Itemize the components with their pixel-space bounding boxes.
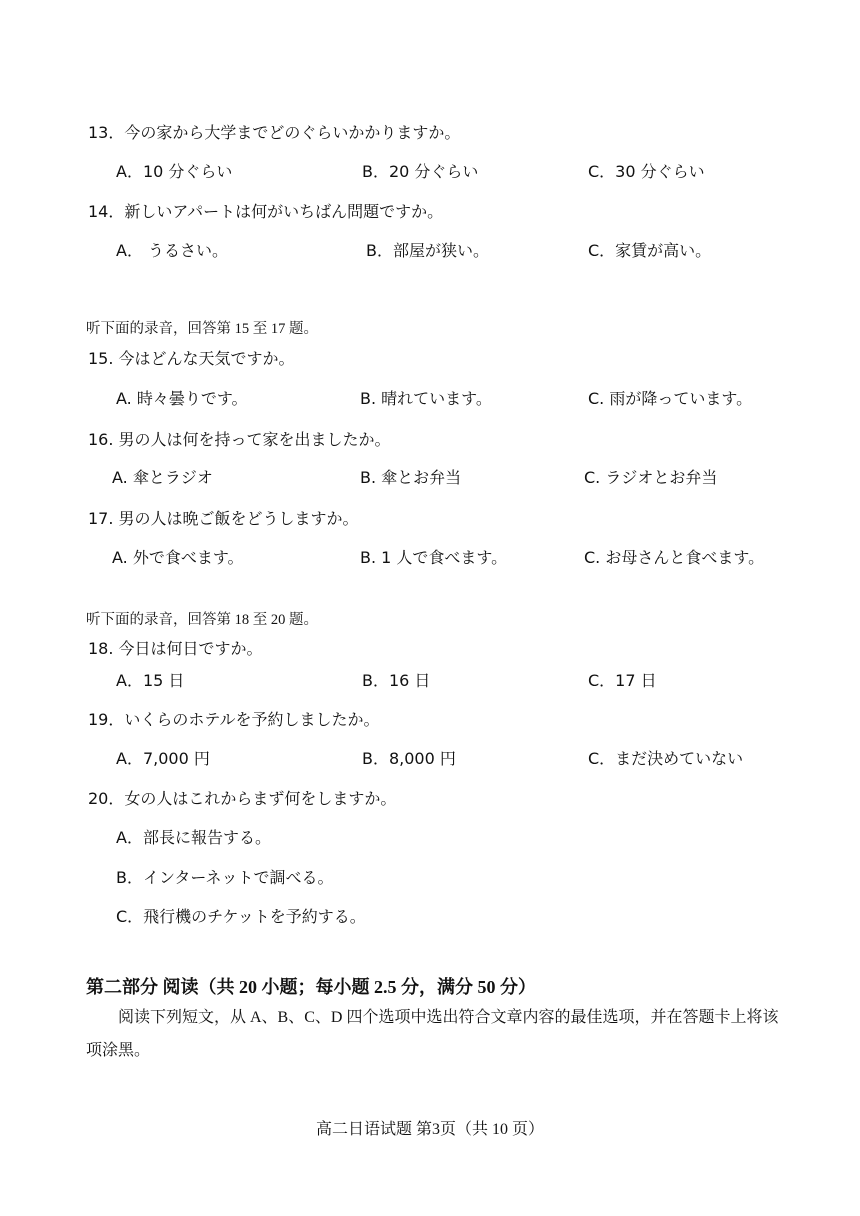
q13-option-b: B．20 分ぐらい [362,162,479,181]
q17-option-a: A. 外で食べます。 [112,548,244,567]
q13-option-c: C．30 分ぐらい [588,162,705,181]
instruction-15-17: 听下面的录音，回答第 15 至 17 题。 [86,321,318,337]
question-15: 15. 今はどんな天気ですか。 [88,349,295,368]
q17-option-c: C. お母さんと食べます。 [584,548,765,567]
q19-option-a: A．7,000 円 [116,749,210,768]
q15-option-a: A. 時々曇りです。 [116,389,248,408]
question-19: 19．いくらのホテルを予約しましたか。 [88,710,380,729]
q20-option-b: B．インターネットで調べる。 [116,868,334,887]
q15-option-b: B. 晴れています。 [360,389,492,408]
question-16: 16. 男の人は何を持って家を出ましたか。 [88,430,391,449]
page-footer: 高二日语试题 第3页（共 10 页） [315,1121,544,1138]
q20-option-c: C．飛行機のチケットを予約する。 [116,907,366,926]
question-18: 18. 今日は何日ですか。 [88,639,263,658]
q19-option-c: C．まだ決めていない [588,749,744,768]
q18-option-c: C．17 日 [588,671,657,690]
question-14: 14．新しいアパートは何がいちばん問題ですか。 [88,202,444,221]
question-13: 13．今の家から大学までどのぐらいかかりますか。 [88,123,461,142]
q18-option-a: A．15 日 [116,671,185,690]
q16-option-c: C. ラジオとお弁当 [584,468,718,487]
q17-option-b: B. 1 人で食べます。 [360,548,508,567]
q14-option-b: B．部屋が狭い。 [366,241,489,260]
q19-option-b: B．8,000 円 [362,749,456,768]
question-17: 17. 男の人は晩ご飯をどうしますか。 [88,509,359,528]
q16-option-a: A. 傘とラジオ [112,468,213,487]
instruction-18-20: 听下面的录音，回答第 18 至 20 题。 [86,612,318,628]
q16-option-b: B. 傘とお弁当 [360,468,462,487]
q18-option-b: B．16 日 [362,671,431,690]
section-title: 第二部分 阅读（共 20 小题；每小题 2.5 分，满分 50 分） [86,977,536,997]
question-20: 20．女の人はこれからまず何をしますか。 [88,789,397,808]
q14-option-a: A． うるさい。 [116,241,229,260]
q14-option-c: C．家賃が高い。 [588,241,712,260]
q15-option-c: C. 雨が降っています。 [588,389,753,408]
q20-option-a: A．部長に報告する。 [116,828,271,847]
q13-option-a: A．10 分ぐらい [116,162,233,181]
section-instructions: 阅读下列短文，从 A、B、C、D 四个选项中选出符合文章内容的最佳选项，并在答题卡上将该项涂黑。 [86,1009,779,1059]
